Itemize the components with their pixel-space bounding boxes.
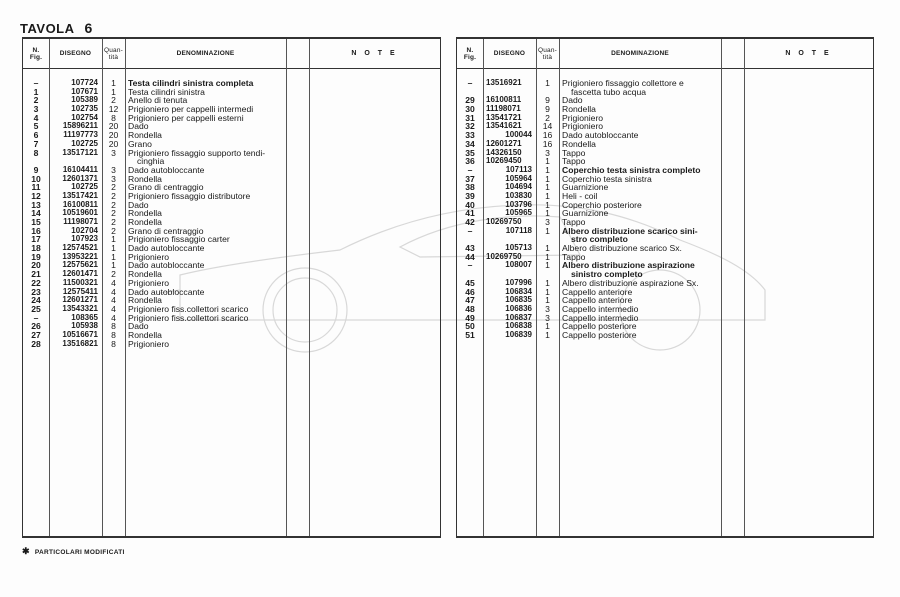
denominazione-text: Prigioniero fissaggio distributore xyxy=(128,190,251,201)
cell-fig: 22 xyxy=(31,277,41,288)
cell-disegno: 107923 xyxy=(71,234,98,244)
cell-denominazione xyxy=(128,114,288,123)
cell-fig: 45 xyxy=(465,277,475,288)
header-fig: N. Fig. xyxy=(463,46,477,61)
cell-quantita: 20 xyxy=(108,130,119,141)
cell-denominazione xyxy=(128,340,288,349)
denominazione-text: Dado autobloccante xyxy=(128,164,205,175)
cell-fig: 9 xyxy=(33,164,39,175)
cell-disegno: 11500321 xyxy=(62,277,98,287)
cell-fig: 39 xyxy=(465,190,475,201)
cell-fig: 3 xyxy=(33,104,39,115)
denominazione-text: Dado xyxy=(128,321,149,332)
cell-fig: 41 xyxy=(465,208,475,219)
header-denominazione: DENOMINAZIONE xyxy=(611,50,669,57)
cell-disegno: 102725 xyxy=(71,182,98,192)
cell-disegno: 107113 xyxy=(505,164,532,174)
header-denominazione: DENOMINAZIONE xyxy=(176,50,235,57)
cell-fig: – xyxy=(467,260,473,271)
denominazione-text: Grano xyxy=(128,138,152,149)
denominazione-text: Dado xyxy=(128,121,149,132)
cell-fig: 2 xyxy=(33,95,39,106)
cell-fig: – xyxy=(467,164,473,175)
cell-fig: 10 xyxy=(31,173,41,184)
header-disegno: DISEGNO xyxy=(493,50,526,57)
cell-fig: 23 xyxy=(31,286,41,297)
table-row xyxy=(23,149,440,166)
cell-disegno: 103796 xyxy=(505,199,532,209)
parts-table-left xyxy=(22,37,441,538)
cell-disegno: 102704 xyxy=(71,225,98,235)
cell-disegno: 106838 xyxy=(505,321,532,331)
denominazione-text: Cappello anteriore xyxy=(562,295,633,306)
cell-fig: 49 xyxy=(465,312,475,323)
table-row xyxy=(457,79,873,96)
cell-quantita: 9 xyxy=(545,104,550,115)
denominazione-text: Prigioniero xyxy=(128,277,170,288)
cell-fig: 18 xyxy=(31,243,41,254)
cell-fig: 42 xyxy=(465,217,475,228)
cell-quantita: 1 xyxy=(111,78,116,88)
header-quantita: Quan- tità xyxy=(103,46,124,61)
cell-fig: 51 xyxy=(465,329,475,340)
denominazione-text: Guarnizione xyxy=(562,182,609,193)
cell-quantita: 2 xyxy=(545,112,550,123)
denominazione-text: Cappello intermedio xyxy=(562,312,639,323)
cell-quantita: 2 xyxy=(111,95,116,106)
cell-disegno: 15896211 xyxy=(62,121,98,131)
cell-fig: – xyxy=(33,312,39,323)
cell-fig: 30 xyxy=(465,104,475,115)
cell-denominazione xyxy=(128,149,288,166)
cell-quantita: 1 xyxy=(111,243,116,254)
cell-fig: 37 xyxy=(465,173,475,184)
cell-fig: 7 xyxy=(33,138,39,149)
table-row xyxy=(457,331,873,340)
footer-legend xyxy=(22,546,125,557)
cell-quantita: 4 xyxy=(111,286,116,297)
cell-quantita: 2 xyxy=(111,199,116,210)
denominazione-text: Coperchio posteriore xyxy=(562,199,642,210)
denominazione-text: Dado autobloccante xyxy=(562,130,639,141)
cell-disegno: 11198071 xyxy=(63,217,98,227)
cell-disegno: 16100811 xyxy=(486,95,522,105)
cell-disegno: 107724 xyxy=(71,78,98,87)
denominazione-text: Albero distribuzione aspirazione xyxy=(562,260,695,271)
denominazione-text: Albero distribuzione scarico Sx. xyxy=(562,243,682,254)
cell-quantita: 2 xyxy=(111,269,116,280)
cell-quantita: 3 xyxy=(111,173,116,184)
cell-denominazione xyxy=(562,140,722,149)
denominazione-text: Guarnizione xyxy=(562,208,609,219)
denominazione-text: Prigioniero fissaggio supporto tendi- xyxy=(128,147,266,158)
cell-fig: 1 xyxy=(33,86,39,97)
table-rows xyxy=(23,79,440,348)
cell-fig: 13 xyxy=(31,199,41,210)
cell-quantita: 4 xyxy=(111,277,116,288)
cell-disegno: 105938 xyxy=(71,321,98,331)
cell-disegno: 102725 xyxy=(71,138,98,148)
denominazione-text: Prigioniero fiss.collettori scarico xyxy=(128,303,249,314)
cell-denominazione xyxy=(562,79,722,96)
cell-quantita: 1 xyxy=(111,251,116,262)
cell-quantita: 2 xyxy=(111,182,116,193)
cell-quantita: 16 xyxy=(542,130,553,141)
cell-quantita: 20 xyxy=(108,121,119,132)
denominazione-text: Tappo xyxy=(562,147,586,158)
denominazione-text: Dado autobloccante xyxy=(128,286,205,297)
cell-fig: 6 xyxy=(33,130,39,141)
cell-fig: 32 xyxy=(465,121,475,132)
denominazione-text: Heli - coil xyxy=(562,190,598,201)
cell-disegno: 100044 xyxy=(505,130,532,140)
cell-fig: 11 xyxy=(31,182,41,193)
denominazione-text: Tappo xyxy=(562,251,586,262)
denominazione-text: Dado autobloccante xyxy=(128,260,205,271)
cell-quantita: 2 xyxy=(111,217,116,228)
cell-fig: 40 xyxy=(465,199,475,210)
denominazione-text: Cappello posteriore xyxy=(562,321,637,332)
cell-fig: 8 xyxy=(33,147,39,158)
denominazione-continuation: stro completo xyxy=(571,234,628,245)
cell-disegno: 106839 xyxy=(505,329,532,339)
denominazione-text: Tappo xyxy=(562,156,586,167)
cell-disegno: 105964 xyxy=(505,173,532,183)
denominazione-text: Tappo xyxy=(562,217,586,228)
parts-table-right xyxy=(456,37,874,538)
asterisk-icon: ✱ xyxy=(22,546,30,556)
cell-fig: 44 xyxy=(465,251,475,262)
denominazione-text: Prigioniero xyxy=(562,112,604,123)
cell-quantita: 3 xyxy=(111,147,116,158)
cell-disegno: 13953221 xyxy=(62,251,98,261)
cell-fig: 4 xyxy=(33,112,39,123)
cell-fig: 20 xyxy=(31,260,41,271)
cell-quantita: 1 xyxy=(545,78,550,88)
cell-denominazione xyxy=(128,314,288,323)
denominazione-text: Coperchio testa sinistra completo xyxy=(562,164,701,175)
cell-quantita: 2 xyxy=(111,225,116,236)
cell-quantita: 16 xyxy=(542,138,553,149)
denominazione-text: Prigioniero xyxy=(562,121,604,132)
denominazione-text: Grano di centraggio xyxy=(128,225,204,236)
cell-disegno: 13517421 xyxy=(62,190,98,200)
cell-disegno: 12601371 xyxy=(62,173,98,183)
cell-denominazione xyxy=(562,149,722,158)
cell-fig: – xyxy=(467,78,473,88)
cell-disegno: 106835 xyxy=(505,295,532,305)
cell-disegno: 12574521 xyxy=(62,243,98,253)
cell-disegno: 14326150 xyxy=(486,147,522,157)
cell-quantita: 8 xyxy=(111,338,116,349)
header-note: N O T E xyxy=(785,50,832,57)
cell-fig: 43 xyxy=(465,243,475,254)
cell-disegno: 105389 xyxy=(71,95,98,105)
cell-disegno: 107671 xyxy=(71,86,98,96)
cell-quantita: 1 xyxy=(545,321,550,332)
denominazione-text: Prigioniero fiss.collettori scarico xyxy=(128,312,249,323)
denominazione-text: Prigioniero fissaggio collettore e xyxy=(562,78,684,88)
cell-disegno: 107118 xyxy=(505,225,532,235)
denominazione-text: Anello di tenuta xyxy=(128,95,188,106)
cell-disegno: 102735 xyxy=(71,104,98,114)
denominazione-text: Albero distribuzione scarico sini- xyxy=(562,225,698,236)
cell-quantita: 3 xyxy=(545,147,550,158)
cell-disegno: 10519601 xyxy=(62,208,98,218)
cell-quantita: 1 xyxy=(545,225,550,236)
cell-disegno: 12601271 xyxy=(486,138,522,148)
denominazione-text: Prigioniero per cappelli esterni xyxy=(128,112,244,123)
page-title xyxy=(20,20,93,36)
cell-disegno: 108007 xyxy=(505,260,532,270)
cell-disegno: 105965 xyxy=(505,208,532,218)
cell-fig: 26 xyxy=(31,321,41,332)
denominazione-text: Cappello posteriore xyxy=(562,329,637,340)
cell-quantita: 4 xyxy=(111,312,116,323)
cell-fig: 33 xyxy=(465,130,475,141)
cell-quantita: 1 xyxy=(545,208,550,219)
cell-fig: 50 xyxy=(465,321,475,332)
cell-disegno: 10516671 xyxy=(62,329,98,339)
cell-fig: 36 xyxy=(465,156,475,167)
cell-quantita: 4 xyxy=(111,295,116,306)
cell-disegno: 106836 xyxy=(505,303,532,313)
cell-denominazione xyxy=(562,209,722,218)
cell-denominazione xyxy=(562,244,722,253)
cell-quantita: 1 xyxy=(545,251,550,262)
cell-quantita: 1 xyxy=(545,243,550,254)
cell-fig: 35 xyxy=(465,147,475,158)
cell-quantita: 3 xyxy=(111,164,116,175)
cell-denominazione xyxy=(128,131,288,140)
cell-fig: 27 xyxy=(31,329,41,340)
cell-fig: 14 xyxy=(31,208,41,219)
denominazione-text: Cappello intermedio xyxy=(562,303,639,314)
denominazione-text: Prigioniero xyxy=(128,338,170,349)
table-row xyxy=(457,227,873,244)
cell-quantita: 9 xyxy=(545,95,550,106)
cell-disegno: 105713 xyxy=(505,243,532,253)
table-rows xyxy=(457,79,873,340)
denominazione-text: Rondella xyxy=(128,173,162,184)
cell-fig: – xyxy=(467,225,473,236)
cell-disegno: 107996 xyxy=(505,277,532,287)
cell-quantita: 3 xyxy=(545,303,550,314)
cell-disegno: 12575411 xyxy=(62,286,98,296)
table-row xyxy=(457,261,873,278)
denominazione-continuation: fascetta tubo acqua xyxy=(571,86,647,97)
cell-fig: 17 xyxy=(31,234,41,245)
denominazione-continuation: cinghia xyxy=(137,156,165,167)
cell-quantita: 12 xyxy=(108,104,119,115)
cell-quantita: 8 xyxy=(111,112,116,123)
cell-disegno: 106834 xyxy=(505,286,532,296)
cell-disegno: 13541721 xyxy=(486,112,522,122)
cell-quantita: 1 xyxy=(111,234,116,245)
cell-quantita: 1 xyxy=(545,260,550,271)
cell-denominazione xyxy=(562,261,722,278)
denominazione-text: Prigioniero xyxy=(128,251,170,262)
cell-disegno: 103830 xyxy=(505,190,532,200)
denominazione-text: Testa cilindri sinistra xyxy=(128,86,205,97)
cell-disegno: 108365 xyxy=(71,312,98,322)
denominazione-text: Dado xyxy=(128,199,149,210)
denominazione-text: Coperchio testa sinistra xyxy=(562,173,652,184)
cell-quantita: 2 xyxy=(111,208,116,219)
denominazione-text: Rondella xyxy=(562,138,596,149)
cell-disegno: 10269450 xyxy=(486,156,522,166)
header-note: N O T E xyxy=(351,50,398,57)
denominazione-text: Rondella xyxy=(128,295,162,306)
cell-quantita: 1 xyxy=(545,329,550,340)
denominazione-text: Grano di centraggio xyxy=(128,182,204,193)
title-number: 6 xyxy=(84,20,93,36)
cell-disegno: 11197773 xyxy=(63,130,98,140)
cell-disegno: 13517121 xyxy=(62,147,98,157)
cell-fig: 48 xyxy=(465,303,475,314)
cell-fig: 38 xyxy=(465,182,475,193)
cell-denominazione xyxy=(128,192,288,201)
cell-denominazione xyxy=(562,331,722,340)
cell-disegno: 13543321 xyxy=(62,303,98,313)
header-fig: N. Fig. xyxy=(29,46,43,61)
denominazione-text: Rondella xyxy=(128,217,162,228)
cell-quantita: 2 xyxy=(111,190,116,201)
cell-disegno: 13516821 xyxy=(62,338,98,348)
cell-fig: 46 xyxy=(465,286,475,297)
cell-fig: 19 xyxy=(31,251,41,262)
cell-fig: 25 xyxy=(31,303,41,314)
cell-quantita: 20 xyxy=(108,138,119,149)
denominazione-text: Albero distribuzione aspirazione Sx. xyxy=(562,277,699,288)
cell-quantita: 1 xyxy=(545,277,550,288)
cell-fig: 28 xyxy=(31,338,41,349)
cell-quantita: 14 xyxy=(542,121,553,132)
cell-denominazione xyxy=(562,227,722,244)
header-quantita: Quan- tità xyxy=(537,46,558,61)
denominazione-text: Prigioniero per cappelli intermedi xyxy=(128,104,254,115)
cell-disegno: 104694 xyxy=(505,182,532,192)
denominazione-text: Testa cilindri sinistra completa xyxy=(128,78,254,88)
cell-quantita: 1 xyxy=(545,164,550,175)
cell-disegno: 13516921 xyxy=(486,78,522,87)
cell-disegno: 13541621 xyxy=(486,121,522,131)
cell-disegno: 10269750 xyxy=(486,217,522,227)
cell-quantita: 8 xyxy=(111,321,116,332)
denominazione-text: Dado autobloccante xyxy=(128,243,205,254)
cell-quantita: 1 xyxy=(545,173,550,184)
cell-quantita: 1 xyxy=(111,86,116,97)
cell-fig: 16 xyxy=(31,225,41,236)
denominazione-text: Dado xyxy=(562,95,583,106)
cell-quantita: 1 xyxy=(545,199,550,210)
cell-fig: 31 xyxy=(465,112,475,123)
title-label: TAVOLA xyxy=(20,21,75,36)
cell-disegno: 16100811 xyxy=(62,199,98,209)
cell-disegno: 12575621 xyxy=(62,260,98,270)
cell-fig: 21 xyxy=(31,269,41,280)
denominazione-text: Rondella xyxy=(128,208,162,219)
cell-fig: 29 xyxy=(465,95,475,106)
cell-disegno: 12601271 xyxy=(62,295,98,305)
denominazione-text: Rondella xyxy=(128,329,162,340)
table-row xyxy=(23,340,440,349)
cell-quantita: 8 xyxy=(111,329,116,340)
cell-fig: 24 xyxy=(31,295,41,306)
cell-disegno: 11198071 xyxy=(486,104,521,114)
header-disegno: DISEGNO xyxy=(59,50,92,57)
denominazione-text: Cappello anteriore xyxy=(562,286,633,297)
denominazione-continuation: sinistro completo xyxy=(571,269,643,280)
cell-quantita: 1 xyxy=(545,182,550,193)
cell-quantita: 1 xyxy=(545,190,550,201)
denominazione-text: Rondella xyxy=(128,269,162,280)
cell-quantita: 1 xyxy=(111,260,116,271)
cell-quantita: 4 xyxy=(111,303,116,314)
denominazione-text: Rondella xyxy=(128,130,162,141)
cell-disegno: 10269750 xyxy=(486,251,522,261)
cell-quantita: 1 xyxy=(545,286,550,297)
cell-quantita: 3 xyxy=(545,217,550,228)
cell-quantita: 1 xyxy=(545,156,550,167)
cell-fig: 34 xyxy=(465,138,475,149)
cell-fig: 5 xyxy=(33,121,39,132)
cell-quantita: 3 xyxy=(545,312,550,323)
cell-disegno: 102754 xyxy=(71,112,98,122)
cell-disegno: 16104411 xyxy=(62,164,98,174)
cell-disegno: 12601471 xyxy=(62,269,98,279)
cell-disegno: 106837 xyxy=(505,312,532,322)
cell-fig: 15 xyxy=(31,217,41,228)
denominazione-text: Prigioniero fissaggio carter xyxy=(128,234,230,245)
cell-fig: – xyxy=(33,78,39,88)
footer-text: PARTICOLARI MODIFICATI xyxy=(34,549,125,556)
cell-fig: 47 xyxy=(465,295,475,306)
cell-fig: 12 xyxy=(31,190,41,201)
denominazione-text: Rondella xyxy=(562,104,596,115)
cell-quantita: 1 xyxy=(545,295,550,306)
